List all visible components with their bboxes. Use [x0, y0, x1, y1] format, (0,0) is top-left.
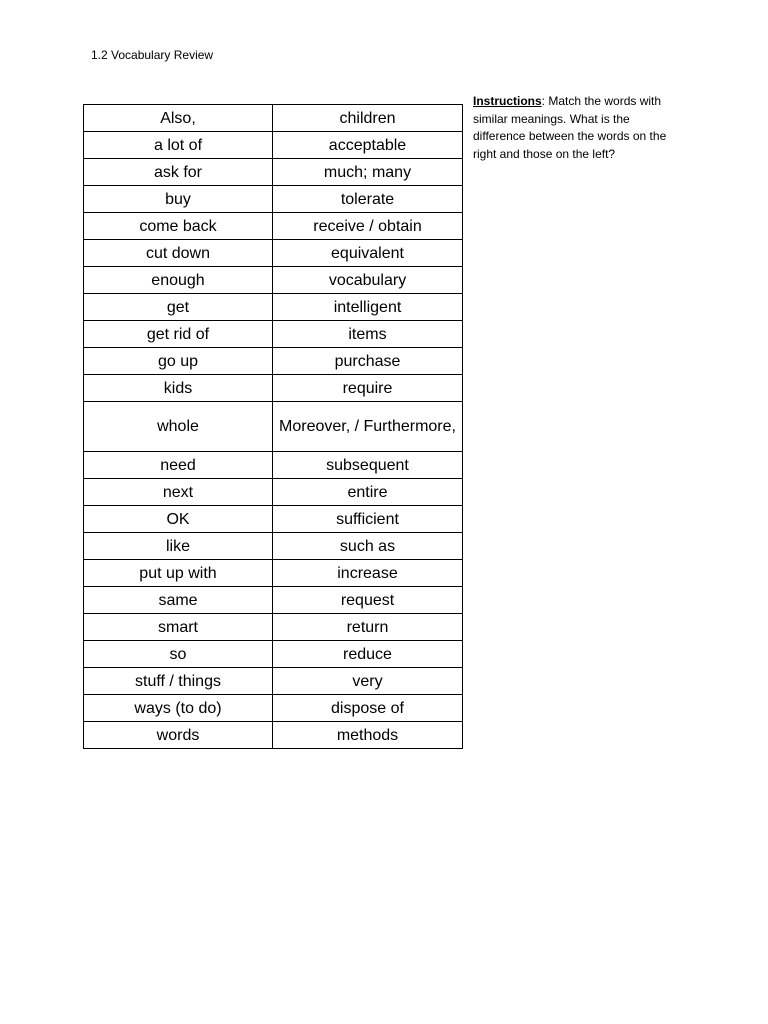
right-word-cell: vocabulary: [273, 267, 463, 294]
right-word-cell: children: [273, 105, 463, 132]
table-row: [84, 321, 463, 348]
left-word-cell: cut down: [84, 240, 273, 267]
left-word-cell: whole: [84, 402, 273, 452]
right-word-cell: receive / obtain: [273, 213, 463, 240]
table-row: [84, 375, 463, 402]
table-row: [84, 722, 463, 749]
right-word-cell: very: [273, 668, 463, 695]
left-word-cell: stuff / things: [84, 668, 273, 695]
right-word-cell: equivalent: [273, 240, 463, 267]
left-word-cell: next: [84, 479, 273, 506]
left-word-cell: so: [84, 641, 273, 668]
left-word-cell: OK: [84, 506, 273, 533]
right-word-cell: methods: [273, 722, 463, 749]
left-word-cell: come back: [84, 213, 273, 240]
instructions-block: [473, 93, 683, 163]
left-word-cell: enough: [84, 267, 273, 294]
table-row: [84, 213, 463, 240]
right-word-cell: reduce: [273, 641, 463, 668]
right-word-cell: purchase: [273, 348, 463, 375]
table-row: [84, 240, 463, 267]
table-row: [84, 186, 463, 213]
table-row: [84, 348, 463, 375]
right-word-cell: dispose of: [273, 695, 463, 722]
left-word-cell: words: [84, 722, 273, 749]
right-word-cell: increase: [273, 560, 463, 587]
left-word-cell: go up: [84, 348, 273, 375]
left-word-cell: need: [84, 452, 273, 479]
table-row: [84, 587, 463, 614]
table-row: [84, 402, 463, 452]
left-word-cell: buy: [84, 186, 273, 213]
table-row: [84, 267, 463, 294]
instructions-label: Instructions: [473, 94, 542, 108]
table-row: [84, 641, 463, 668]
left-word-cell: Also,: [84, 105, 273, 132]
table-row: [84, 533, 463, 560]
table-row: [84, 479, 463, 506]
right-word-cell: entire: [273, 479, 463, 506]
right-word-cell: intelligent: [273, 294, 463, 321]
left-word-cell: get rid of: [84, 321, 273, 348]
table-row: [84, 132, 463, 159]
right-word-cell: return: [273, 614, 463, 641]
right-word-cell: such as: [273, 533, 463, 560]
right-word-cell: Moreover, / Furthermore,: [273, 402, 463, 452]
instructions-text: : Match the words with similar meanings. What is the difference between the words on the right and those on the left?: [473, 94, 667, 161]
table-row: [84, 105, 463, 132]
vocabulary-table: [83, 104, 463, 749]
left-word-cell: ask for: [84, 159, 273, 186]
right-word-cell: subsequent: [273, 452, 463, 479]
table-row: [84, 294, 463, 321]
right-word-cell: tolerate: [273, 186, 463, 213]
left-word-cell: a lot of: [84, 132, 273, 159]
left-word-cell: smart: [84, 614, 273, 641]
table-row: [84, 614, 463, 641]
left-word-cell: get: [84, 294, 273, 321]
right-word-cell: sufficient: [273, 506, 463, 533]
left-word-cell: put up with: [84, 560, 273, 587]
right-word-cell: items: [273, 321, 463, 348]
table-row: [84, 159, 463, 186]
left-word-cell: kids: [84, 375, 273, 402]
right-word-cell: acceptable: [273, 132, 463, 159]
right-word-cell: request: [273, 587, 463, 614]
left-word-cell: ways (to do): [84, 695, 273, 722]
left-word-cell: like: [84, 533, 273, 560]
table-row: [84, 668, 463, 695]
table-row: [84, 506, 463, 533]
left-word-cell: same: [84, 587, 273, 614]
table-row: [84, 695, 463, 722]
right-word-cell: much; many: [273, 159, 463, 186]
table-row: [84, 452, 463, 479]
table-row: [84, 560, 463, 587]
page-title: 1.2 Vocabulary Review: [91, 48, 214, 62]
right-word-cell: require: [273, 375, 463, 402]
